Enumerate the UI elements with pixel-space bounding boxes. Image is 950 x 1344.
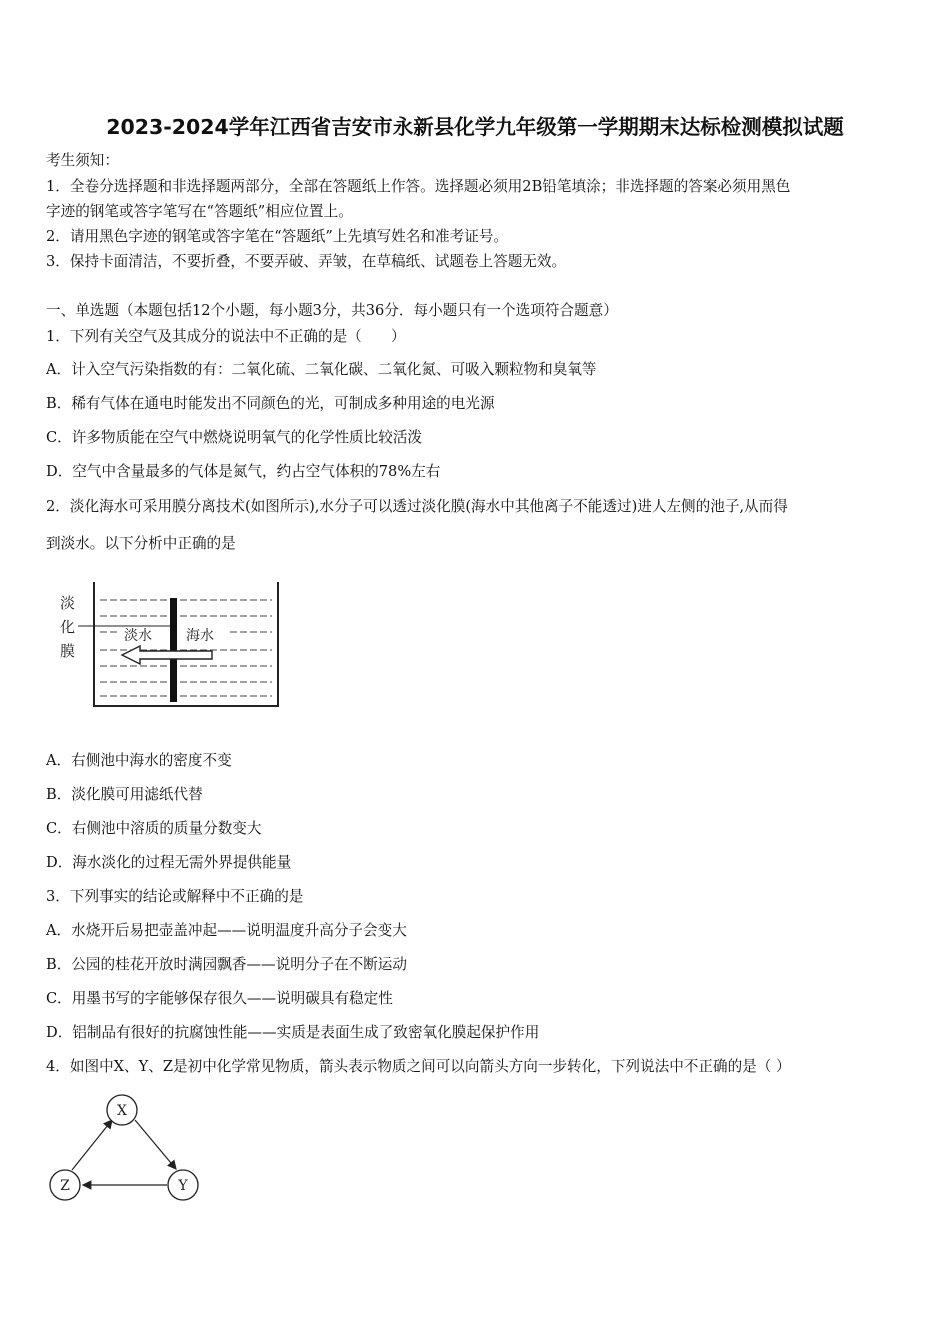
fresh-water-label: 淡水 [124, 628, 152, 644]
sea-water-label: 海水 [186, 628, 214, 644]
question-3-option-c: C．用墨书写的字能够保存很久——说明碳具有稳定性 [46, 990, 393, 1007]
question-2-option-d: D．海水淡化的过程无需外界提供能量 [46, 854, 292, 871]
question-1-option-b: B．稀有气体在通电时能发出不同颜色的光，可制成多种用途的电光源 [46, 395, 495, 412]
question-2-stem-line1: 2．淡化海水可采用膜分离技术(如图所示),水分子可以透过淡化膜(海水中其他离子不能透过)进人左侧的池子,从而得 [46, 498, 788, 515]
question-4-stem: 4．如图中X、Y、Z是初中化学常见物质，箭头表示物质之间可以向箭头方向一步转化，下列说法中不正确的是（ ） [46, 1058, 791, 1075]
question-3-option-b: B．公园的桂花开放时满园飘香——说明分子在不断运动 [46, 956, 407, 973]
question-2-option-a: A．右侧池中海水的密度不变 [46, 752, 232, 769]
xyz-cycle-diagram [40, 1090, 220, 1210]
node-y-label: Y [178, 1178, 188, 1194]
question-1-option-a: A．计入空气污染指数的有：二氧化硫、二氧化碳、二氧化氮、可吸入颗粒物和臭氧等 [46, 361, 597, 378]
membrane-label-char: 化 [60, 618, 76, 636]
membrane-label-char: 淡 [60, 594, 76, 612]
notice-item: 字迹的钢笔或答字笔写在“答题纸”相应位置上。 [46, 203, 353, 220]
notice-item: 1．全卷分选择题和非选择题两部分，全部在答题纸上作答。选择题必须用2B铅笔填涂；非选择题的答案必须用黑色 [46, 178, 791, 195]
node-x-label: X [117, 1103, 127, 1119]
question-1-stem: 1．下列有关空气及其成分的说法中不正确的是（ ） [46, 328, 406, 345]
membrane-bar [170, 598, 177, 702]
section-heading: 一、单选题（本题包括12个小题，每小题3分，共36分．每小题只有一个选项符合题意） [46, 302, 618, 319]
question-3-option-d: D．铝制品有很好的抗腐蚀性能——实质是表面生成了致密氧化膜起保护作用 [46, 1024, 540, 1041]
membrane-diagram [52, 578, 292, 713]
notice-item: 2．请用黑色字迹的钢笔或答字笔在“答题纸”上先填写姓名和准考证号。 [46, 228, 509, 245]
question-1-option-d: D．空气中含量最多的气体是氮气，约占空气体积的78%左右 [46, 463, 441, 480]
page-title: 2023-2024学年江西省吉安市永新县化学九年级第一学期期末达标检测模拟试题 [106, 115, 844, 139]
question-1-option-c: C．许多物质能在空气中燃烧说明氧气的化学性质比较活泼 [46, 429, 423, 446]
notice-heading: 考生须知： [46, 152, 119, 169]
water-dash-lines [100, 600, 272, 696]
notice-item: 3．保持卡面清洁，不要折叠，不要弄破、弄皱，在草稿纸、试题卷上答题无效。 [46, 253, 567, 270]
question-2-option-b: B．淡化膜可用滤纸代替 [46, 786, 203, 803]
question-3-stem: 3．下列事实的结论或解释中不正确的是 [46, 888, 304, 905]
question-3-option-a: A．水烧开后易把壶盖冲起——说明温度升高分子会变大 [46, 922, 407, 939]
question-2-stem-line2: 到淡水。以下分析中正确的是 [46, 535, 236, 552]
membrane-label-char: 膜 [60, 642, 76, 660]
left-arrow-icon [122, 646, 212, 664]
arrow-x-to-y [135, 1120, 176, 1169]
node-z-label: Z [60, 1178, 70, 1194]
question-2-option-c: C．右侧池中溶质的质量分数变大 [46, 820, 262, 837]
arrow-z-to-x [72, 1120, 112, 1170]
